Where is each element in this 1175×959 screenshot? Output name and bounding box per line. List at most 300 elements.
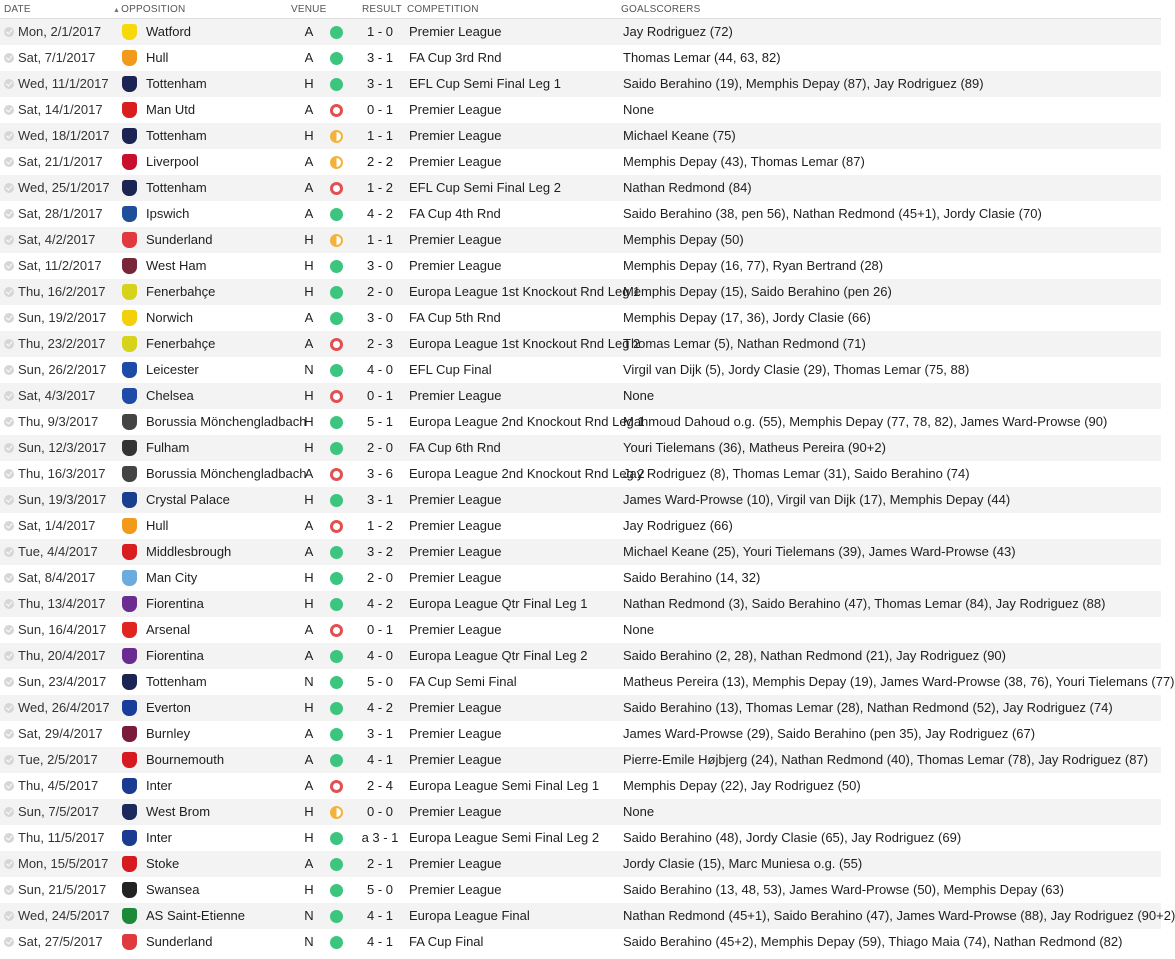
club-crest-icon (122, 773, 142, 799)
venue: N (304, 908, 314, 923)
competition-link[interactable]: Europa League 2nd Knockout Rnd Leg 2 (409, 466, 645, 481)
competition-link[interactable]: Premier League (409, 154, 502, 169)
opposition-link[interactable]: Sunderland (146, 232, 213, 247)
match-date: Wed, 24/5/2017 (18, 908, 110, 923)
match-date: Wed, 18/1/2017 (18, 128, 110, 143)
club-crest-icon (122, 903, 142, 929)
table-row[interactable] (0, 19, 1161, 45)
played-check-icon (4, 487, 16, 513)
venue: H (304, 804, 314, 819)
table-row[interactable] (0, 97, 1161, 123)
venue: H (304, 440, 314, 455)
played-check-icon (4, 591, 16, 617)
opposition-link[interactable]: West Ham (146, 258, 207, 273)
played-check-icon (4, 669, 16, 695)
competition-link[interactable]: EFL Cup Semi Final Leg 2 (409, 180, 561, 195)
table-row[interactable] (0, 227, 1161, 253)
venue: H (304, 388, 314, 403)
table-row[interactable] (0, 539, 1161, 565)
competition-link[interactable]: Europa League Semi Final Leg 1 (409, 778, 600, 793)
opposition-link[interactable]: Man City (146, 570, 198, 585)
table-row[interactable] (0, 747, 1161, 773)
competition-link[interactable]: Premier League (409, 518, 502, 533)
competition-link[interactable]: Premier League (409, 544, 502, 559)
competition-link[interactable]: EFL Cup Final (409, 362, 492, 377)
table-body (0, 19, 1175, 955)
venue: H (304, 128, 314, 143)
result-indicator-icon (330, 461, 348, 487)
match-score[interactable]: 4 - 0 (366, 648, 393, 663)
goalscorers: James Ward-Prowse (10), Virgil van Dijk (17), Memphis Depay (44) (623, 492, 1011, 507)
club-crest-icon (122, 721, 142, 747)
table-row[interactable] (0, 149, 1161, 175)
goalscorers: Memphis Depay (15), Saido Berahino (pen 26) (623, 284, 892, 299)
goalscorers: None (623, 804, 655, 819)
venue: A (304, 24, 314, 39)
result-indicator-icon (330, 175, 348, 201)
club-crest-icon (122, 201, 142, 227)
opposition-link[interactable]: Inter (146, 778, 173, 793)
match-score[interactable]: 5 - 0 (366, 882, 393, 897)
opposition-link[interactable]: AS Saint-Etienne (146, 908, 246, 923)
club-crest-icon (122, 799, 142, 825)
result-indicator-icon (330, 201, 348, 227)
competition-link[interactable]: Premier League (409, 232, 502, 247)
table-row[interactable] (0, 201, 1161, 227)
goalscorers: None (623, 388, 655, 403)
goalscorers: Pierre-Emile Højbjerg (24), Nathan Redmond (40), Thomas Lemar (78), Jay Rodriguez (87) (623, 752, 1149, 767)
sort-ascending-icon: ▲ (113, 7, 121, 14)
competition-link[interactable]: Premier League (409, 726, 502, 741)
played-check-icon (4, 331, 16, 357)
club-crest-icon (122, 617, 142, 643)
goalscorers: Jordy Clasie (15), Marc Muniesa o.g. (55) (623, 856, 863, 871)
table-row[interactable] (0, 383, 1161, 409)
goalscorers: Saido Berahino (13, 48, 53), James Ward-Prowse (50), Memphis Depay (63) (623, 882, 1064, 897)
opposition-link[interactable]: Sunderland (146, 934, 213, 949)
competition-link[interactable]: Europa League 1st Knockout Rnd Leg 1 (409, 284, 641, 299)
result-indicator-icon (330, 383, 348, 409)
match-date: Thu, 11/5/2017 (18, 830, 105, 845)
opposition-link[interactable]: Fenerbahçe (146, 284, 216, 299)
match-date: Sat, 4/2/2017 (18, 232, 96, 247)
venue: A (304, 102, 314, 117)
match-score[interactable]: 0 - 1 (366, 622, 393, 637)
result-indicator-icon (330, 695, 348, 721)
match-score[interactable]: 2 - 0 (366, 440, 393, 455)
match-score[interactable]: 0 - 0 (366, 804, 393, 819)
table-row[interactable] (0, 851, 1161, 877)
played-check-icon (4, 877, 16, 903)
club-crest-icon (122, 305, 142, 331)
competition-link[interactable]: Europa League Qtr Final Leg 1 (409, 596, 588, 611)
table-row[interactable] (0, 929, 1161, 955)
club-crest-icon (122, 929, 142, 955)
table-row[interactable] (0, 461, 1161, 487)
match-score[interactable]: 3 - 1 (366, 726, 393, 741)
competition-link[interactable]: Premier League (409, 570, 502, 585)
column-header-venue[interactable]: VENUE (291, 4, 327, 15)
competition-link[interactable]: Europa League 2nd Knockout Rnd Leg 1 (409, 414, 645, 429)
match-score[interactable]: 4 - 0 (366, 362, 393, 377)
goalscorers: Memphis Depay (22), Jay Rodriguez (50) (623, 778, 861, 793)
club-crest-icon (122, 45, 142, 71)
result-indicator-icon (330, 71, 348, 97)
played-check-icon (4, 71, 16, 97)
column-header-result[interactable]: RESULT (362, 4, 402, 15)
played-check-icon (4, 799, 16, 825)
table-header (0, 0, 1161, 19)
played-check-icon (4, 903, 16, 929)
result-indicator-icon (330, 929, 348, 955)
opposition-link[interactable]: Tottenham (146, 128, 207, 143)
match-date: Thu, 4/5/2017 (18, 778, 99, 793)
match-score[interactable]: 1 - 1 (366, 128, 393, 143)
goalscorers: Saido Berahino (38, pen 56), Nathan Redmond (45+1), Jordy Clasie (70) (623, 206, 1042, 221)
table-row[interactable] (0, 773, 1161, 799)
table-row[interactable] (0, 721, 1161, 747)
club-crest-icon (122, 71, 142, 97)
match-score[interactable]: 1 - 2 (366, 518, 393, 533)
match-score[interactable]: 4 - 2 (366, 206, 393, 221)
opposition-link[interactable]: Man Utd (146, 102, 196, 117)
table-row[interactable] (0, 253, 1161, 279)
club-crest-icon (122, 877, 142, 903)
match-score[interactable]: 4 - 1 (366, 908, 393, 923)
column-header-goalscorers[interactable]: GOALSCORERS (621, 4, 701, 15)
opposition-link[interactable]: Burnley (146, 726, 191, 741)
competition-link[interactable]: Premier League (409, 856, 502, 871)
table-row[interactable] (0, 513, 1161, 539)
competition-link[interactable]: Premier League (409, 752, 502, 767)
result-indicator-icon (330, 825, 348, 851)
venue: H (304, 570, 314, 585)
competition-link[interactable]: FA Cup 3rd Rnd (409, 50, 502, 65)
competition-link[interactable]: Premier League (409, 388, 502, 403)
result-indicator-icon (330, 903, 348, 929)
match-score[interactable]: 3 - 0 (366, 310, 393, 325)
match-score[interactable]: 2 - 3 (366, 336, 393, 351)
goalscorers: Memphis Depay (17, 36), Jordy Clasie (66) (623, 310, 871, 325)
result-indicator-icon (330, 643, 348, 669)
club-crest-icon (122, 487, 142, 513)
venue: A (304, 206, 314, 221)
goalscorers: Mahmoud Dahoud o.g. (55), Memphis Depay (77, 78, 82), James Ward-Prowse (90) (623, 414, 1108, 429)
match-score[interactable]: 4 - 2 (366, 596, 393, 611)
venue: N (304, 362, 314, 377)
match-score[interactable]: 2 - 4 (366, 778, 393, 793)
venue: H (304, 596, 314, 611)
result-indicator-icon (330, 45, 348, 71)
opposition-link[interactable]: Swansea (146, 882, 200, 897)
goalscorers: Thomas Lemar (5), Nathan Redmond (71) (623, 336, 866, 351)
table-row[interactable] (0, 565, 1161, 591)
table-row[interactable] (0, 591, 1161, 617)
table-row[interactable] (0, 123, 1161, 149)
goalscorers: Virgil van Dijk (5), Jordy Clasie (29), Thomas Lemar (75, 88) (623, 362, 970, 377)
venue: H (304, 232, 314, 247)
opposition-link[interactable]: Tottenham (146, 674, 207, 689)
competition-link[interactable]: FA Cup Semi Final (409, 674, 517, 689)
goalscorers: Jay Rodriguez (8), Thomas Lemar (31), Saido Berahino (74) (623, 466, 970, 481)
played-check-icon (4, 253, 16, 279)
match-score[interactable]: 1 - 2 (366, 180, 393, 195)
column-header-competition[interactable]: COMPETITION (407, 4, 479, 15)
result-indicator-icon (330, 487, 348, 513)
club-crest-icon (122, 357, 142, 383)
match-score[interactable]: 4 - 2 (366, 700, 393, 715)
venue: H (304, 414, 314, 429)
match-score[interactable]: 3 - 1 (366, 492, 393, 507)
table-row[interactable] (0, 45, 1161, 71)
competition-link[interactable]: Premier League (409, 804, 502, 819)
competition-link[interactable]: Premier League (409, 258, 502, 273)
table-row[interactable] (0, 643, 1161, 669)
opposition-link[interactable]: Inter (146, 830, 173, 845)
played-check-icon (4, 539, 16, 565)
opposition-link[interactable]: Liverpool (146, 154, 199, 169)
played-check-icon (4, 773, 16, 799)
match-date: Wed, 26/4/2017 (18, 700, 110, 715)
opposition-link[interactable]: Leicester (146, 362, 199, 377)
match-score[interactable]: 1 - 0 (366, 24, 393, 39)
competition-link[interactable]: Premier League (409, 102, 502, 117)
venue: A (304, 648, 314, 663)
club-crest-icon (122, 253, 142, 279)
club-crest-icon (122, 175, 142, 201)
competition-link[interactable]: Europa League 1st Knockout Rnd Leg 2 (409, 336, 641, 351)
venue: A (304, 856, 314, 871)
opposition-link[interactable]: Norwich (146, 310, 193, 325)
match-score[interactable]: 3 - 1 (366, 76, 393, 91)
competition-link[interactable]: Premier League (409, 622, 502, 637)
competition-link[interactable]: Europa League Qtr Final Leg 2 (409, 648, 588, 663)
result-indicator-icon (330, 253, 348, 279)
played-check-icon (4, 19, 16, 45)
result-indicator-icon (330, 851, 348, 877)
opposition-link[interactable]: Crystal Palace (146, 492, 230, 507)
competition-link[interactable]: Premier League (409, 492, 502, 507)
competition-link[interactable]: Premier League (409, 128, 502, 143)
table-row[interactable] (0, 903, 1175, 929)
result-indicator-icon (330, 331, 348, 357)
competition-link[interactable]: FA Cup 5th Rnd (409, 310, 501, 325)
match-date: Sat, 21/1/2017 (18, 154, 103, 169)
match-date: Thu, 20/4/2017 (18, 648, 106, 663)
table-row[interactable] (0, 331, 1161, 357)
opposition-link[interactable]: Fulham (146, 440, 190, 455)
played-check-icon (4, 45, 16, 71)
goalscorers: Memphis Depay (43), Thomas Lemar (87) (623, 154, 865, 169)
match-score[interactable]: 3 - 0 (366, 258, 393, 273)
match-date: Tue, 4/4/2017 (18, 544, 98, 559)
opposition-link[interactable]: Stoke (146, 856, 180, 871)
result-indicator-icon (330, 279, 348, 305)
result-indicator-icon (330, 305, 348, 331)
club-crest-icon (122, 539, 142, 565)
opposition-link[interactable]: Tottenham (146, 180, 207, 195)
club-crest-icon (122, 383, 142, 409)
venue: A (304, 622, 314, 637)
venue: A (304, 544, 314, 559)
venue: A (304, 310, 314, 325)
match-date: Sat, 7/1/2017 (18, 50, 96, 65)
match-date: Sun, 21/5/2017 (18, 882, 107, 897)
competition-link[interactable]: Europa League Final (409, 908, 530, 923)
match-date: Sat, 27/5/2017 (18, 934, 103, 949)
match-date: Sat, 29/4/2017 (18, 726, 103, 741)
competition-link[interactable]: Premier League (409, 700, 502, 715)
result-indicator-icon (330, 773, 348, 799)
goalscorers: Michael Keane (25), Youri Tielemans (39), James Ward-Prowse (43) (623, 544, 1016, 559)
opposition-link[interactable]: Everton (146, 700, 191, 715)
opposition-link[interactable]: Borussia Mönchengladbach (146, 414, 307, 429)
competition-link[interactable]: Europa League Semi Final Leg 2 (409, 830, 600, 845)
match-date: Sun, 19/3/2017 (18, 492, 107, 507)
opposition-link[interactable]: Ipswich (146, 206, 190, 221)
column-header-date[interactable]: DATE (4, 4, 31, 15)
match-score[interactable]: 3 - 1 (366, 50, 393, 65)
match-score[interactable]: 2 - 0 (366, 570, 393, 585)
club-crest-icon (122, 643, 142, 669)
match-date: Wed, 25/1/2017 (18, 180, 110, 195)
venue: N (304, 934, 314, 949)
match-date: Sun, 23/4/2017 (18, 674, 107, 689)
venue: A (304, 180, 314, 195)
result-indicator-icon (330, 617, 348, 643)
table-row[interactable] (0, 617, 1161, 643)
opposition-link[interactable]: Hull (146, 50, 169, 65)
goalscorers: Thomas Lemar (44, 63, 82) (623, 50, 781, 65)
column-header-opposition[interactable] (113, 4, 185, 15)
competition-link[interactable]: Premier League (409, 24, 502, 39)
played-check-icon (4, 279, 16, 305)
table-row[interactable] (0, 695, 1161, 721)
competition-link[interactable]: EFL Cup Semi Final Leg 1 (409, 76, 561, 91)
club-crest-icon (122, 97, 142, 123)
match-score[interactable]: 3 - 6 (366, 466, 393, 481)
goalscorers: James Ward-Prowse (29), Saido Berahino (pen 35), Jay Rodriguez (67) (623, 726, 1036, 741)
club-crest-icon (122, 669, 142, 695)
goalscorers: Saido Berahino (45+2), Memphis Depay (59), Thiago Maia (74), Nathan Redmond (82) (623, 934, 1123, 949)
table-row[interactable] (0, 305, 1161, 331)
club-crest-icon (122, 695, 142, 721)
opposition-link[interactable]: Tottenham (146, 76, 207, 91)
opposition-link[interactable]: Borussia Mönchengladbach (146, 466, 307, 481)
table-row[interactable] (0, 279, 1161, 305)
played-check-icon (4, 201, 16, 227)
played-check-icon (4, 565, 16, 591)
match-score[interactable]: a 3 - 1 (361, 830, 399, 845)
match-score[interactable]: 0 - 1 (366, 102, 393, 117)
match-date: Sat, 14/1/2017 (18, 102, 103, 117)
goalscorers: Saido Berahino (13), Thomas Lemar (28), Nathan Redmond (52), Jay Rodriguez (74) (623, 700, 1113, 715)
played-check-icon (4, 825, 16, 851)
match-date: Sat, 1/4/2017 (18, 518, 96, 533)
result-indicator-icon (330, 149, 348, 175)
venue: A (304, 778, 314, 793)
opposition-link[interactable]: Bournemouth (146, 752, 225, 767)
club-crest-icon (122, 747, 142, 773)
opposition-link[interactable]: Chelsea (146, 388, 194, 403)
opposition-link[interactable]: Middlesbrough (146, 544, 232, 559)
table-row[interactable] (0, 877, 1161, 903)
opposition-link[interactable]: Hull (146, 518, 169, 533)
match-score[interactable]: 2 - 2 (366, 154, 393, 169)
played-check-icon (4, 227, 16, 253)
opposition-link[interactable]: Arsenal (146, 622, 191, 637)
match-score[interactable]: 0 - 1 (366, 388, 393, 403)
goalscorers: Matheus Pereira (13), Memphis Depay (19), James Ward-Prowse (38, 76), Youri Tielemans (77) (623, 674, 1175, 689)
goalscorers: Jay Rodriguez (72) (623, 24, 733, 39)
played-check-icon (4, 929, 16, 955)
result-indicator-icon (330, 123, 348, 149)
played-check-icon (4, 175, 16, 201)
club-crest-icon (122, 513, 142, 539)
competition-link[interactable]: FA Cup Final (409, 934, 484, 949)
club-crest-icon (122, 227, 142, 253)
opposition-link[interactable]: Fenerbahçe (146, 336, 216, 351)
match-score[interactable]: 1 - 1 (366, 232, 393, 247)
played-check-icon (4, 643, 16, 669)
table-row[interactable] (0, 357, 1161, 383)
venue: H (304, 284, 314, 299)
table-row[interactable] (0, 409, 1161, 435)
played-check-icon (4, 617, 16, 643)
match-score[interactable]: 5 - 1 (366, 414, 393, 429)
match-score[interactable]: 4 - 1 (366, 752, 393, 767)
result-indicator-icon (330, 97, 348, 123)
match-score[interactable]: 5 - 0 (366, 674, 393, 689)
venue: H (304, 492, 314, 507)
match-score[interactable]: 2 - 0 (366, 284, 393, 299)
goalscorers: None (623, 102, 655, 117)
competition-link[interactable]: FA Cup 4th Rnd (409, 206, 501, 221)
table-row[interactable] (0, 799, 1161, 825)
match-score[interactable]: 2 - 1 (366, 856, 393, 871)
match-score[interactable]: 4 - 1 (366, 934, 393, 949)
club-crest-icon (122, 279, 142, 305)
club-crest-icon (122, 149, 142, 175)
opposition-link[interactable]: Fiorentina (146, 648, 204, 663)
result-indicator-icon (330, 19, 348, 45)
table-row[interactable] (0, 487, 1161, 513)
club-crest-icon (122, 461, 142, 487)
played-check-icon (4, 461, 16, 487)
match-date: Thu, 9/3/2017 (18, 414, 99, 429)
opposition-link[interactable]: West Brom (146, 804, 211, 819)
result-indicator-icon (330, 565, 348, 591)
opposition-link[interactable]: Fiorentina (146, 596, 204, 611)
goalscorers: Saido Berahino (2, 28), Nathan Redmond (21), Jay Rodriguez (90) (623, 648, 1006, 663)
match-date: Sat, 8/4/2017 (18, 570, 96, 585)
competition-link[interactable]: FA Cup 6th Rnd (409, 440, 501, 455)
match-score[interactable]: 3 - 2 (366, 544, 393, 559)
table-row[interactable] (0, 825, 1161, 851)
venue: A (304, 726, 314, 741)
match-date: Sun, 26/2/2017 (18, 362, 107, 377)
opposition-link[interactable]: Watford (146, 24, 192, 39)
table-row[interactable] (0, 175, 1161, 201)
competition-link[interactable]: Premier League (409, 882, 502, 897)
table-row[interactable] (0, 435, 1161, 461)
club-crest-icon (122, 565, 142, 591)
goalscorers: Nathan Redmond (45+1), Saido Berahino (47), James Ward-Prowse (88), Jay Rodriguez (90+2) (623, 908, 1175, 923)
match-date: Tue, 2/5/2017 (18, 752, 98, 767)
venue: H (304, 830, 314, 845)
table-row[interactable] (0, 71, 1161, 97)
table-row[interactable] (0, 669, 1175, 695)
